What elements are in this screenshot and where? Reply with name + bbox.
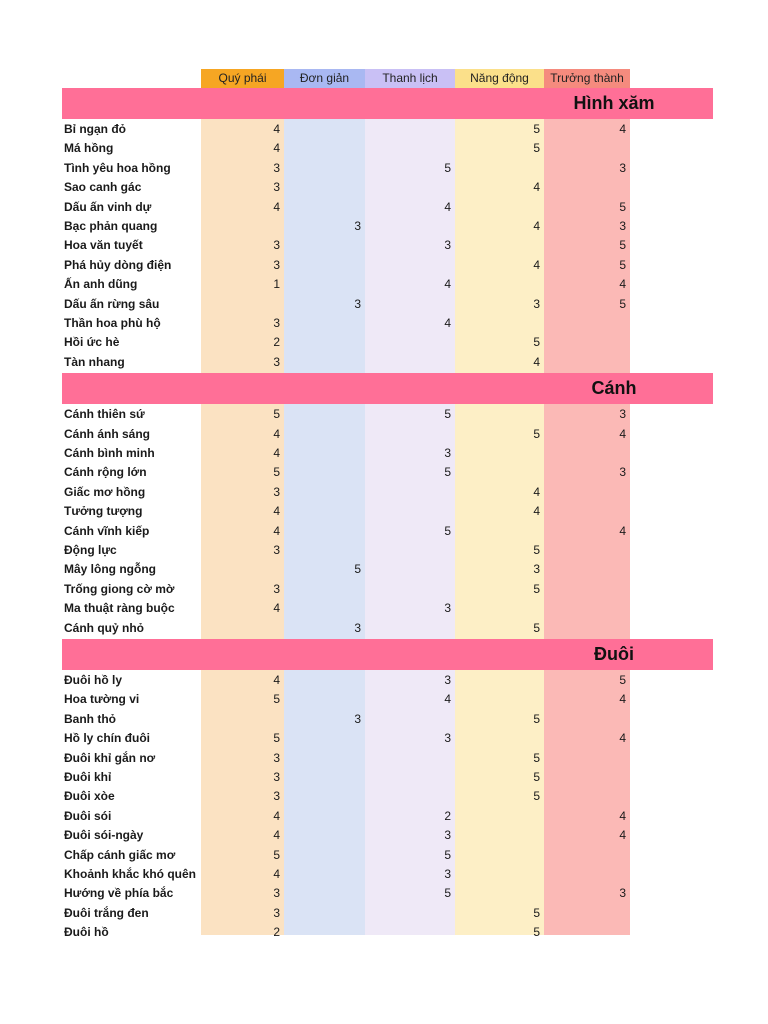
score-cell: 5 (533, 905, 540, 920)
score-cell: 3 (273, 789, 280, 804)
score-cell: 5 (273, 465, 280, 480)
score-cell: 3 (273, 543, 280, 557)
item-name: Bỉ ngạn đỏ (64, 122, 126, 136)
score-cell: 4 (273, 504, 280, 519)
table-row (0, 483, 768, 502)
table-row (0, 787, 768, 806)
score-cell: 3 (273, 238, 280, 253)
score-cell: 2 (273, 335, 280, 350)
score-cell: 4 (619, 731, 626, 746)
score-cell: 5 (273, 692, 280, 707)
score-cell: 4 (533, 504, 540, 519)
table-row (0, 139, 768, 158)
table-row (0, 904, 768, 923)
score-cell: 3 (273, 886, 280, 901)
score-cell: 5 (444, 160, 451, 175)
score-cell: 4 (619, 523, 626, 538)
score-cell: 4 (533, 354, 540, 369)
score-cell: 5 (444, 407, 451, 422)
score-cell: 3 (273, 484, 280, 499)
table-row (0, 865, 768, 884)
score-cell: 5 (533, 335, 540, 350)
item-name: Cánh bình minh (64, 446, 155, 460)
score-cell: 4 (273, 122, 280, 136)
score-cell: 3 (444, 867, 451, 881)
score-cell: 3 (273, 316, 280, 330)
score-cell: 4 (273, 601, 280, 616)
score-cell: 4 (273, 673, 280, 687)
item-name: Hướng về phía bắc (64, 886, 174, 901)
score-cell: 3 (444, 828, 451, 843)
item-name: Cánh thiên sứ (64, 407, 145, 422)
score-cell: 4 (533, 484, 540, 499)
score-cell: 5 (619, 238, 626, 253)
column-header: Năng động (455, 69, 544, 88)
score-cell: 3 (273, 180, 280, 195)
table-row (0, 236, 768, 255)
column-header-row (0, 69, 768, 88)
section-title: Cánh (591, 378, 637, 399)
score-cell: 4 (533, 219, 540, 233)
score-cell: 5 (533, 770, 540, 784)
score-cell: 5 (273, 731, 280, 746)
item-name: Đuôi khỉ gắn nơ (64, 750, 156, 765)
table-row (0, 560, 768, 579)
item-name: Đuôi hồ ly (64, 673, 122, 687)
table-row (0, 120, 768, 139)
item-name: Động lực (64, 543, 117, 557)
score-cell: 4 (273, 523, 280, 538)
score-cell: 3 (273, 354, 280, 369)
score-cell: 5 (533, 122, 540, 136)
score-cell: 5 (619, 199, 626, 214)
item-name: Đuôi xòe (64, 789, 115, 804)
score-cell: 4 (619, 808, 626, 823)
item-name: Phá hủy dòng điện (64, 257, 172, 272)
item-name: Đuôi khỉ (64, 770, 112, 784)
score-cell: 4 (619, 122, 626, 136)
table-row (0, 884, 768, 903)
score-cell: 4 (533, 180, 540, 195)
item-name: Ấn anh dũng (64, 277, 138, 292)
score-cell: 3 (273, 770, 280, 784)
score-cell: 3 (619, 407, 626, 422)
score-cell: 5 (533, 426, 540, 441)
table-row (0, 580, 768, 599)
score-cell: 4 (273, 446, 280, 460)
score-cell: 5 (533, 925, 540, 940)
table-row (0, 463, 768, 482)
score-cell: 2 (273, 925, 280, 940)
score-cell: 4 (273, 808, 280, 823)
score-cell: 3 (354, 219, 361, 233)
item-name: Dấu ấn rừng sâu (64, 296, 160, 311)
table-row (0, 807, 768, 826)
table-row (0, 353, 768, 372)
item-name: Cánh ánh sáng (64, 426, 151, 441)
table-row (0, 256, 768, 275)
item-name: Thần hoa phù hộ (64, 316, 161, 330)
score-cell: 3 (273, 905, 280, 920)
table-row (0, 541, 768, 560)
section-header (62, 373, 713, 404)
item-name: Cánh rộng lớn (64, 465, 147, 480)
score-cell: 4 (273, 828, 280, 843)
item-name: Tình yêu hoa hồng (64, 160, 171, 175)
score-cell: 5 (619, 257, 626, 272)
score-cell: 4 (533, 257, 540, 272)
item-name: Giấc mơ hồng (64, 484, 146, 499)
score-cell: 5 (533, 789, 540, 804)
item-name: Đuôi hồ (64, 925, 109, 940)
section-header (62, 88, 713, 119)
score-cell: 4 (444, 277, 451, 292)
score-cell: 4 (273, 199, 280, 214)
item-name: Tưởng tượng (64, 504, 143, 519)
item-name: Ma thuật ràng buộc (64, 601, 175, 616)
score-cell: 4 (619, 426, 626, 441)
score-cell: 5 (273, 407, 280, 422)
score-cell: 5 (533, 141, 540, 156)
item-name: Hồ ly chín đuôi (64, 731, 150, 746)
table-row (0, 619, 768, 638)
table-row (0, 217, 768, 236)
score-cell: 3 (354, 296, 361, 311)
table-row (0, 314, 768, 333)
table-row (0, 333, 768, 352)
score-cell: 3 (533, 296, 540, 311)
score-cell: 2 (444, 808, 451, 823)
column-header: Quý phái (201, 69, 284, 88)
table-row (0, 159, 768, 178)
item-name: Cánh vĩnh kiếp (64, 523, 150, 538)
item-name: Hoa văn tuyết (64, 238, 143, 253)
score-cell: 3 (444, 446, 451, 460)
table-row (0, 502, 768, 521)
item-name: Banh thỏ (64, 711, 116, 726)
table-row (0, 749, 768, 768)
score-cell: 3 (354, 711, 361, 726)
score-cell: 5 (533, 620, 540, 635)
score-cell: 3 (273, 160, 280, 175)
score-cell: 3 (444, 238, 451, 253)
section-title: Hình xăm (573, 93, 655, 113)
score-cell: 4 (619, 692, 626, 707)
score-cell: 3 (619, 465, 626, 480)
table-row (0, 729, 768, 748)
item-name: Đuôi sói (64, 808, 112, 823)
item-name: Hoa tường vi (64, 692, 140, 707)
score-cell: 3 (273, 581, 280, 596)
score-cell: 5 (533, 581, 540, 596)
table-row (0, 405, 768, 424)
score-cell: 5 (533, 711, 540, 726)
score-cell: 5 (619, 296, 626, 311)
table-row (0, 198, 768, 217)
item-name: Bạc phản quang (64, 219, 158, 233)
table-row (0, 444, 768, 463)
score-cell: 5 (354, 562, 361, 577)
score-cell: 5 (533, 543, 540, 557)
score-cell: 3 (619, 219, 626, 233)
table-row (0, 522, 768, 541)
score-cell: 5 (619, 673, 626, 687)
table-row (0, 295, 768, 314)
section-header (62, 639, 713, 670)
item-name: Mây lông ngỗng (64, 562, 156, 577)
score-cell: 3 (619, 160, 626, 175)
item-name: Tàn nhang (64, 354, 125, 369)
score-cell: 5 (444, 523, 451, 538)
score-cell: 3 (354, 620, 361, 635)
item-name: Trống giong cờ mờ (64, 581, 175, 596)
item-name: Đuôi trắng đen (64, 905, 149, 920)
score-cell: 3 (533, 562, 540, 577)
score-cell: 4 (444, 199, 451, 214)
item-name: Khoảnh khắc khó quên (64, 867, 197, 881)
score-cell: 4 (273, 426, 280, 441)
table-row (0, 923, 768, 942)
score-cell: 4 (273, 867, 280, 881)
item-name: Chấp cánh giấc mơ (64, 847, 176, 862)
score-cell: 3 (444, 731, 451, 746)
item-name: Sao canh gác (64, 180, 142, 195)
score-cell: 5 (444, 847, 451, 862)
column-header: Trưởng thành (544, 69, 630, 88)
table-row (0, 275, 768, 294)
item-name: Má hồng (64, 141, 114, 156)
column-header: Thanh lịch (365, 69, 455, 88)
table-row (0, 826, 768, 845)
score-cell: 3 (619, 886, 626, 901)
score-cell: 3 (444, 601, 451, 616)
score-cell: 4 (619, 828, 626, 843)
score-cell: 5 (273, 847, 280, 862)
section-title: Đuôi (594, 644, 634, 664)
item-name: Cánh quỷ nhỏ (64, 620, 144, 635)
score-cell: 4 (273, 141, 280, 156)
item-name: Hồi ức hè (64, 335, 120, 350)
table-row (0, 690, 768, 709)
item-name: Đuôi sói-ngày (64, 828, 144, 843)
table-row (0, 671, 768, 690)
table-row (0, 425, 768, 444)
score-cell: 3 (444, 673, 451, 687)
table-row (0, 846, 768, 865)
score-cell: 5 (444, 886, 451, 901)
score-cell: 1 (273, 277, 280, 292)
score-cell: 4 (619, 277, 626, 292)
score-cell: 4 (444, 692, 451, 707)
table-row (0, 178, 768, 197)
column-header: Đơn giản (284, 69, 365, 88)
score-cell: 3 (273, 257, 280, 272)
table-row (0, 768, 768, 787)
score-cell: 5 (533, 750, 540, 765)
score-cell: 4 (444, 316, 451, 330)
table-row (0, 710, 768, 729)
score-cell: 5 (444, 465, 451, 480)
score-cell: 3 (273, 750, 280, 765)
table-row (0, 599, 768, 618)
item-name: Dấu ấn vinh dự (64, 199, 152, 214)
